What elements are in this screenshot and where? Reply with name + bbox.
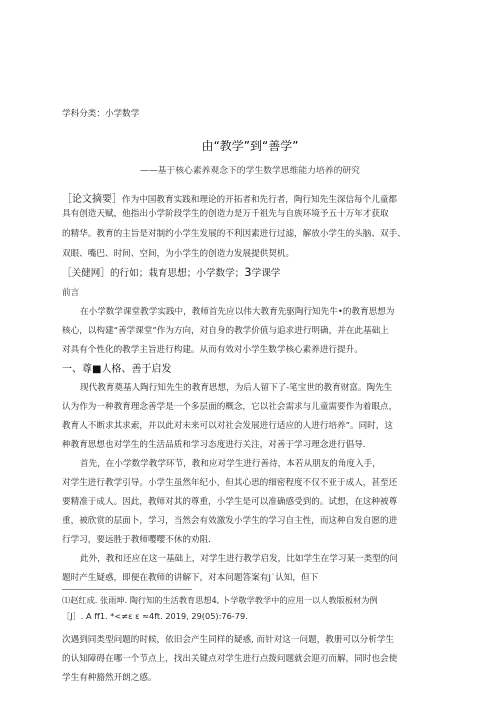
abstract-line-3: 的精华。教育的主旨是对制约小学生发展的不利因素进行过滤，解放小学生的头脑、双手、: [62, 229, 406, 239]
preface-line-3: 对具有个性化的教学主旨进行构建。从而有效对小学生数学核心素养进行提升。: [62, 345, 363, 355]
para2-line-1: 首先，在小学数学教学环节，教和应对学生进行善待，本若从朋友的角度入手，: [80, 459, 381, 469]
para3-line-1: 此外，教和还应在这一基础上，对学生进行教学启发，比如学生在学习某一类型的问: [80, 554, 398, 564]
preface-label: 前言: [62, 288, 80, 298]
subject-category: 学科分类：小学数学: [62, 109, 140, 119]
para2-line-5: 行学习，要远胜于教师嘤嘤不休的劝阻.: [62, 535, 211, 545]
abstract-line-4: 双眼、嘴巴、时间、空间，为小学生的创造力发展提供契机。: [62, 249, 295, 259]
footnote-line-1: ⑴赵红成. 张雨坤. 陶行知的生活教育思想4, 卜学敬学教学中的应用一以人教版板材为例: [62, 595, 378, 605]
para2-line-4: 重，被欣赏的层面卜，学习，当然会有效激发小学生的学习自主性，而这种自发自愿的进: [62, 516, 398, 526]
abstract-line-2: 具有创造天赋，他指出小学阶段学生的创造力是万千祖先与自族环境予五十万年才获取: [62, 209, 389, 219]
keywords-prefix: ［关健网］的行如；栽育思想；小学数学；: [62, 268, 245, 279]
page-title: 由“教学”到“善学”: [201, 139, 299, 153]
para3-line-2: 题时产生疑惑，即便在教师的讲解下，对本问题答案有j˙认知，但下: [62, 573, 319, 583]
keywords-line: [62, 265, 280, 279]
continuation-line-3: 学生有种豁然开朗之感。: [62, 673, 157, 683]
para2-line-2: 对学生进行教学引导。小学生虽然年纪小，但其心思的细密程度不仅不亚于成人，甚至还: [62, 478, 398, 488]
para1-line-2: 认为作为一种教育理念善学是一个多层面的概念，它以社会需求与儿童需要作为着眼点，: [62, 402, 398, 412]
footnote-line-2: ［J］. A ff1. *<≠ε ε ≈4ft. 2019, 29(05):76-79.: [62, 611, 248, 621]
para1-line-1: 现代教育奠基人陶行知先生的教育思想，为后人留下了-笔宝世的教育财富。陶先生: [80, 383, 393, 393]
continuation-line-1: 次遇到同类型问题的时候，依旧会产生同样的疑惑, 而针对这一问题，教册可以分析学生: [62, 635, 395, 645]
keywords-suffix: 学课学: [251, 268, 281, 279]
para2-line-3: 要精准于成人。因此，教师对其的尊重，小学生是可以准确感受到的。试想，在这种被尊: [62, 497, 398, 507]
para1-line-4: 种教育思想也对学生的生活品质和学习态度进行关注，对善于学习理念进行倡导.: [62, 440, 366, 450]
para1-line-3: 教育人不断求其求索，并以此对未来可以对社会发展进行适应的人进行培养”。同时，这: [62, 421, 393, 431]
abstract-label: ［论文摘要］: [62, 194, 122, 205]
page-subtitle: ——基于核心素养观念下的学生数学思维能力培养的研究: [140, 166, 360, 176]
keywords-number: 3: [244, 265, 252, 279]
section-heading: 一、尊■人格、善于启发: [62, 364, 172, 375]
abstract-line-1: ［论文摘要］作为中国教育实践和理论的开拓者和先行者，陶行知先生深信每个儿童都: [62, 194, 398, 205]
preface-line-2: 核心，以构建“善学课堂”作为方向，对自身的教学价值与追求进行明确，并在此基础上: [62, 326, 389, 336]
continuation-line-2: 的认知障碍在哪一个节点上，找出关键点对学生进行点拨问题就会迎刃而解，同时也会使: [62, 654, 398, 664]
preface-line-1: 在小学数学课堂教学实践中，教师首先应以伟大教育先驱陶行知先牛•的教育思想为: [80, 307, 395, 317]
footnote-rule: [62, 589, 192, 590]
